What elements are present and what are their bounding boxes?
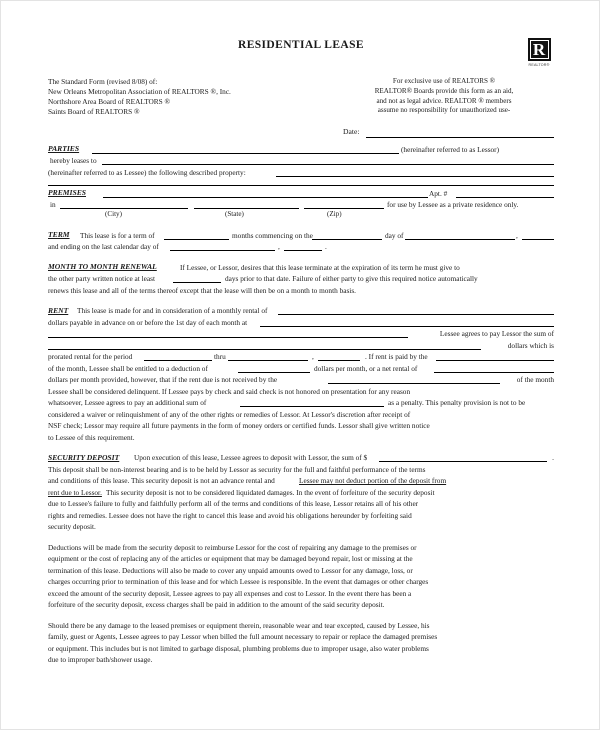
term-line-1: [48, 229, 554, 241]
exclusive-use-line-1: For exclusive use of REALTORS ®: [392, 77, 496, 85]
rent-prorated-label: prorated rental for the period: [48, 352, 133, 362]
term-months-blank[interactable]: [164, 239, 229, 240]
city-caption: (City): [105, 210, 122, 218]
rent-line-1: [48, 305, 554, 317]
security-deposit-text-5: due to Lessee's failure to fully and faithfully perform all of the terms and conditions of this lease, Lessor retains all of his other: [48, 499, 419, 509]
deductions-line-1: [48, 541, 554, 553]
rent-prorated-year-blank[interactable]: [318, 360, 360, 361]
rent-text-12: to Lessee of this requirement.: [48, 432, 135, 442]
damage-text-1: Should there be any damage to the leased premises or equipment therein, reasonable wear and tear excepted, caused by Lessee, his: [48, 620, 430, 630]
rent-monthly-amount-blank[interactable]: [278, 314, 554, 315]
mtm-text-1: If Lessee, or Lessor, desires that this lease terminate at the expiration of its term he must give to: [180, 262, 460, 272]
term-year-blank[interactable]: [522, 239, 554, 240]
deductions-text-2: equipment or the cost of replacing any of the articles or equipment that may be damaged beyond repair, lost or missing at the: [48, 554, 413, 564]
month-to-month-heading: MONTH TO MONTH RENEWAL: [48, 262, 157, 272]
realtor-wordmark: REALTOR®: [528, 62, 550, 67]
rent-payable-at-blank-2[interactable]: [48, 337, 408, 338]
deductions-line-6: [48, 599, 554, 611]
security-deposit-line-6: [48, 509, 554, 521]
private-residence-note: for use by Lessee as a private residence only.: [387, 200, 519, 210]
security-deposit-text-3-underlined: Lessee may not deduct portion of the deposit from: [299, 476, 447, 486]
mtm-text-2a: the other party written notice at least: [48, 274, 155, 284]
premises-heading-row: [48, 187, 554, 199]
rent-deduction-blank[interactable]: [238, 372, 310, 373]
rent-text-2: dollars payable in advance on or before the 1st day of each month at: [48, 317, 248, 327]
damage-line-1: [48, 619, 554, 631]
rent-thru-label: thru: [214, 352, 226, 362]
rent-prorated-from-blank[interactable]: [144, 360, 212, 361]
state-caption: (State): [225, 210, 244, 218]
rent-sum-blank[interactable]: [48, 349, 481, 350]
rent-text-11: NSF check; Lessor may require all future payments in the form of money orders or certified funds. Lessor shall give written notice: [48, 421, 430, 431]
rent-net-rental-blank[interactable]: [434, 372, 554, 373]
deductions-line-3: [48, 564, 554, 576]
rent-text-1: This lease is made for and in consideration of a monthly rental of: [77, 306, 268, 316]
in-label: in: [50, 200, 56, 210]
security-deposit-line-4: [48, 486, 554, 498]
term-commencing-day-blank[interactable]: [312, 239, 382, 240]
rent-text-6b: dollars per month, or a net rental of: [314, 363, 418, 373]
deductions-text-4: charges occurring prior to termination of this lease and for which Lessee is responsible. In the event that damages or other charges: [48, 577, 429, 587]
security-deposit-line-3: [48, 475, 554, 487]
mtm-text-3: renews this lease and all of the terms thereof except that the lease will then be on a month to month basis.: [48, 285, 357, 295]
security-deposit-text-1a: Upon execution of this lease, Lessee agrees to deposit with Lessor, the sum of $: [134, 453, 368, 463]
date-row: [48, 127, 554, 139]
security-deposit-text-2: This deposit shall be non-interest bearing and is to be held by Lessor as security for the full and faithful performance of the terms: [48, 464, 426, 474]
rent-text-7a: dollars per month provided, however, that if the rent due is not received by the: [48, 375, 278, 385]
rent-text-9a: whatsoever, Lessee agrees to pay an additional sum of: [48, 398, 207, 408]
city-blank[interactable]: [60, 208, 188, 209]
lessee-note-label: (hereinafter referred to as Lessee) the following described property:: [48, 167, 246, 177]
mtm-line-1: [48, 261, 554, 273]
rent-text-4: dollars which is: [507, 340, 554, 350]
mtm-line-2: [48, 273, 554, 285]
lease-form-sheet: [48, 1, 554, 730]
rent-text-6a: of the month, Lessee shall be entitled to a deduction of: [48, 363, 208, 373]
rent-prorated-thru-blank[interactable]: [228, 360, 308, 361]
exclusive-use-line-4: assume no responsibility for unauthorized use-: [377, 106, 511, 115]
rent-line-6: [48, 362, 554, 374]
parties-heading: PARTIES: [48, 144, 80, 154]
date-label: Date:: [343, 127, 360, 136]
realtor-r-letter: R: [532, 39, 546, 59]
mtm-line-3: [48, 284, 554, 296]
rent-line-5: [48, 351, 554, 363]
parties-heading-row: [48, 143, 554, 155]
hereby-leases-label: hereby leases to: [50, 156, 97, 166]
realtor-logo: [525, 38, 553, 67]
premises-city-state-zip-row: [48, 199, 554, 211]
rent-heading: RENT: [48, 305, 69, 315]
term-text-d: ,: [516, 230, 518, 240]
term-text-c: day of: [385, 230, 404, 240]
term-ending-comma: ,: [278, 242, 280, 252]
mtm-notice-days-blank[interactable]: [173, 282, 221, 283]
security-deposit-text-3a: and conditions of this lease. This security deposit is not an advance rental and: [48, 476, 275, 486]
premises-heading: PREMISES: [48, 188, 86, 198]
security-deposit-text-6: rights and remedies. Lessee does not have the right to cancel this lease and avoid his obligations hereunder by forfeiting said: [48, 510, 412, 520]
deductions-line-4: [48, 576, 554, 588]
realtor-mark-icon: [528, 38, 551, 61]
rent-text-8: Lessee shall be considered delinquent. If Lessee pays by check and said check is not honored on presentation for any reason: [48, 386, 411, 396]
hereby-leases-row: [48, 155, 554, 167]
rent-line-11: [48, 420, 554, 432]
parties-extra-row: [48, 178, 554, 187]
deductions-text-3: termination of this lease. Deductions will also be made to cover any unpaid amounts owed to Lessor for any damage, loss, or: [48, 565, 413, 575]
zip-blank[interactable]: [304, 208, 384, 209]
rent-text-9b: as a penalty. This penalty provision is not to be: [388, 398, 526, 408]
term-ending-period: .: [325, 242, 327, 252]
apt-number-blank[interactable]: [456, 197, 554, 198]
date-blank-field[interactable]: [366, 137, 554, 138]
rent-text-5d: . If rent is paid by the: [365, 352, 428, 362]
rent-line-9: [48, 397, 554, 409]
rent-line-8: [48, 385, 554, 397]
deductions-line-2: [48, 553, 554, 565]
term-ending-year-blank[interactable]: [284, 250, 322, 251]
security-deposit-line-7: [48, 521, 554, 533]
security-deposit-text-4b: This security deposit is not to be considered liquidated damages. In the event of forfeiture of the security deposit: [106, 487, 435, 497]
term-line-2: [48, 241, 554, 253]
rent-text-3: Lessee agrees to pay Lessor the sum of: [439, 329, 554, 339]
security-deposit-text-4-underlined: rent due to Lessor.: [48, 487, 102, 497]
deductions-text-6: forfeiture of the security deposit, excess charges shall be paid in addition to the amount of the said security deposit.: [48, 600, 385, 610]
deductions-line-5: [48, 587, 554, 599]
damage-text-3: or equipment. This includes but is not limited to garbage disposal, plumbing problems due to improper usage, also water problems: [48, 643, 429, 653]
described-property-blank[interactable]: [276, 176, 554, 177]
term-month-blank[interactable]: [405, 239, 515, 240]
premises-captions-row: [48, 210, 554, 220]
form-origin-line-3: Northshore Area Board of REALTORS ®: [48, 97, 171, 107]
form-origin-line-1: The Standard Form (revised 8/08) of:: [48, 77, 158, 86]
term-text-a: This lease is for a term of: [80, 230, 155, 240]
rent-prorated-comma: ,: [312, 352, 314, 362]
rent-penalty-blank[interactable]: [240, 406, 384, 407]
rent-text-7b: of the month: [516, 375, 554, 385]
rent-line-2: [48, 316, 554, 328]
damage-line-2: [48, 631, 554, 643]
exclusive-use-line-3: and not as legal advice. REALTOR ® members: [376, 96, 512, 105]
form-origin-block: [48, 77, 348, 117]
rent-payable-at-blank[interactable]: [260, 326, 554, 327]
form-origin-line-4: Saints Board of REALTORS ®: [48, 107, 140, 117]
damage-text-4: due to improper bath/shower usage.: [48, 655, 153, 665]
deductions-text-5: exceed the amount of the security deposit, Lessee agrees to pay all expenses and cost to Lessor. In the event there has been a: [48, 588, 412, 598]
rent-line-3: [48, 328, 554, 340]
term-ending-label: and ending on the last calendar day of: [48, 242, 159, 252]
term-heading: TERM: [48, 230, 70, 240]
exclusive-use-line-2: REALTOR® Boards provide this form as an aid,: [374, 86, 514, 95]
exclusive-use-notice: [334, 77, 554, 116]
damage-text-2: family, guest or Agents, Lessee agrees to pay Lessor when billed the full amount necessary to repair or replace the damaged premises: [48, 632, 438, 642]
form-origin-line-2: New Orleans Metropolitan Association of REALTORS ®, Inc.: [48, 87, 231, 97]
apt-number-label: Apt. #: [429, 188, 448, 198]
rent-paid-by-blank[interactable]: [436, 360, 554, 361]
rent-line-10: [48, 408, 554, 420]
hereby-leases-blank[interactable]: [102, 164, 554, 165]
security-deposit-text-1b: .: [552, 453, 554, 463]
term-ending-month-blank[interactable]: [170, 250, 275, 251]
rent-line-12: [48, 431, 554, 443]
security-deposit-line-2: [48, 463, 554, 475]
security-deposit-text-7: security deposit.: [48, 522, 96, 532]
term-text-b: months commencing on the: [232, 230, 313, 240]
header-row: [48, 77, 554, 123]
rent-line-4: [48, 339, 554, 351]
mtm-text-2b: days prior to that date. Failure of either party to give this required notice automatically: [225, 274, 478, 284]
security-deposit-line-1: [48, 452, 554, 464]
zip-caption: (Zip): [327, 210, 342, 218]
security-deposit-line-5: [48, 498, 554, 510]
deductions-text-1: Deductions will be made from the security deposit to reimburse Lessor for the cost of repairing any damage to the premises or: [48, 542, 417, 552]
premises-address-blank[interactable]: [103, 197, 428, 198]
page-title: RESIDENTIAL LEASE: [237, 39, 364, 51]
described-property-blank-2[interactable]: [48, 185, 554, 186]
security-deposit-amount-blank[interactable]: [379, 461, 547, 462]
security-deposit-heading: SECURITY DEPOSIT: [48, 452, 120, 462]
lessee-note-row: [48, 166, 554, 178]
rent-text-10: considered a waiver or relinquishment of any of the other rights or remedies of Lessor. At Lessor's discretion after receipt of: [48, 409, 411, 419]
parties-lessor-note: (hereinafter referred to as Lessor): [401, 144, 500, 154]
damage-line-4: [48, 654, 554, 666]
rent-line-7: [48, 374, 554, 386]
damage-line-3: [48, 642, 554, 654]
state-blank[interactable]: [194, 208, 299, 209]
parties-lessor-blank[interactable]: [92, 153, 399, 154]
rent-received-by-blank[interactable]: [328, 383, 500, 384]
